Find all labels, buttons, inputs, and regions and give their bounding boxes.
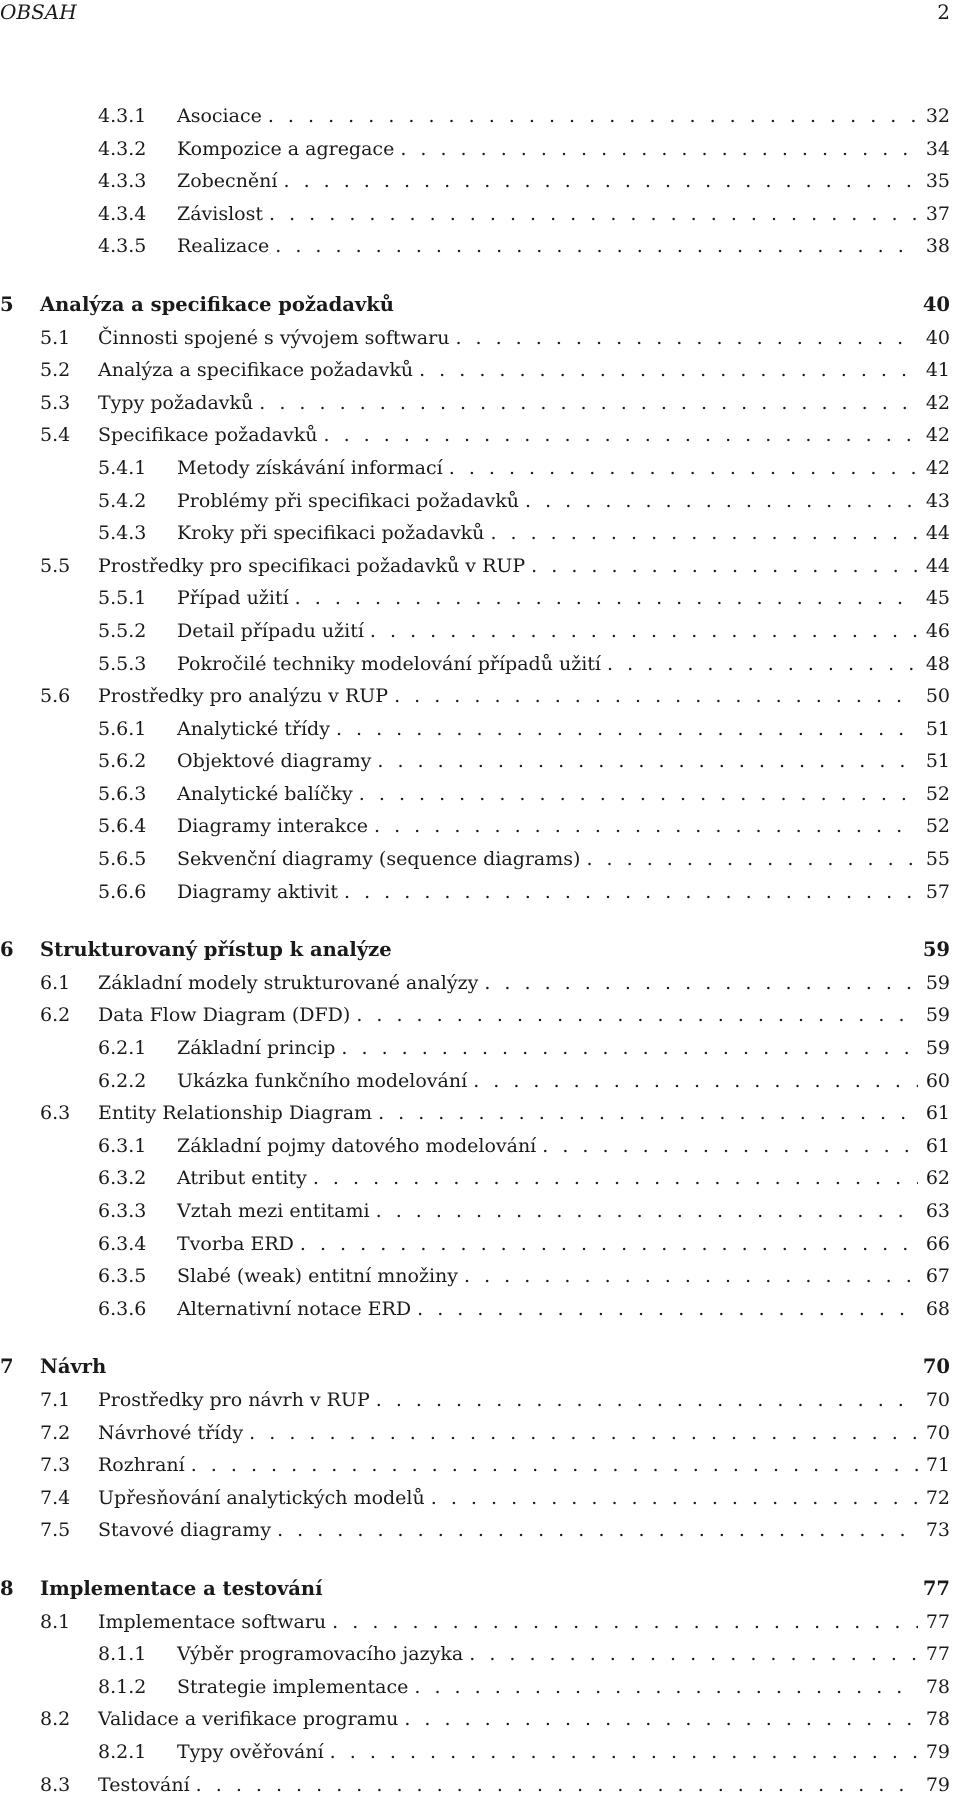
toc-entry-page: 41 (924, 354, 950, 387)
toc-entry-number: 6.2.2 (98, 1065, 177, 1098)
toc-entry-title: Pokročilé techniky modelování případů užití (177, 648, 601, 681)
toc-dot-leader (295, 582, 918, 615)
toc-entry-page: 61 (924, 1097, 950, 1130)
toc-entry-page: 40 (924, 322, 950, 355)
toc-entry-number: 5.6 (40, 680, 98, 713)
toc-entry-number: 6.1 (40, 967, 98, 1000)
toc-entry-title: Výběr programovacího jazyka (177, 1638, 463, 1671)
toc-entry-title: Strukturovaný přístup k analýze (40, 934, 392, 967)
toc-section-entry[interactable] (0, 1769, 960, 1801)
toc-entry-title: Tvorba ERD (177, 1228, 294, 1261)
toc-subsection-entry[interactable] (0, 1260, 960, 1293)
toc-entry-title: Problémy při specifikaci požadavků (177, 485, 519, 518)
toc-entry-number: 8.1.2 (98, 1671, 177, 1704)
toc-subsection-entry[interactable] (0, 133, 960, 166)
toc-entry-title: Upřesňování analytických modelů (98, 1482, 425, 1515)
toc-chapter-entry[interactable] (0, 934, 960, 967)
toc-entry-number: 5.6.5 (98, 843, 177, 876)
toc-dot-leader (268, 100, 918, 133)
running-title: OBSAH (0, 0, 77, 24)
toc-dot-leader (464, 1260, 918, 1293)
toc-entry-number: 5 (0, 289, 40, 322)
toc-entry-number: 6.3.6 (98, 1293, 177, 1326)
toc-dot-leader (531, 550, 918, 583)
toc-entry-page: 43 (924, 485, 950, 518)
toc-dot-leader (378, 1097, 918, 1130)
toc-entry-page: 45 (924, 582, 950, 615)
toc-entry-title: Strategie implementace (177, 1671, 408, 1704)
toc-entry-title: Návrhové třídy (98, 1417, 243, 1450)
toc-entry-page: 77 (924, 1638, 950, 1671)
toc-dot-leader (376, 1384, 918, 1417)
toc-entry-title: Zobecnění (177, 165, 277, 198)
toc-subsection-entry[interactable] (0, 1293, 960, 1326)
toc-entry-title: Asociace (177, 100, 262, 133)
toc-entry-title: Rozhraní (98, 1449, 185, 1482)
toc-entry-page: 59 (924, 967, 950, 1000)
toc-entry-page: 34 (924, 133, 950, 166)
toc-subsection-entry[interactable] (0, 1736, 960, 1769)
toc-dot-leader (249, 1417, 918, 1450)
toc-entry-title: Stavové diagramy (98, 1514, 271, 1547)
toc-entry-number: 8.1 (40, 1606, 98, 1639)
toc-entry-number: 4.3.2 (98, 133, 177, 166)
toc-entry-page: 73 (924, 1514, 950, 1547)
toc-entry-page: 70 (923, 1351, 950, 1384)
toc-entry-page: 68 (924, 1293, 950, 1326)
toc-entry-title: Kroky při specifikaci požadavků (177, 517, 484, 550)
toc-entry-title: Specifikace požadavků (98, 419, 318, 452)
toc-entry-title: Analytické třídy (177, 713, 330, 746)
toc-entry-title: Prostředky pro specifikaci požadavků v RUP (98, 550, 525, 583)
toc-entry-number: 5.2 (40, 354, 98, 387)
toc-section-entry[interactable] (0, 967, 960, 1000)
toc-entry-title: Návrh (40, 1351, 106, 1384)
toc-entry-page: 66 (924, 1228, 950, 1261)
toc-entry-page: 79 (924, 1769, 950, 1801)
toc-dot-leader (344, 876, 918, 909)
toc-section-entry[interactable] (0, 550, 960, 583)
toc-entry-page: 38 (924, 230, 950, 263)
toc-entry-number: 7 (0, 1351, 40, 1384)
toc-subsection-entry[interactable] (0, 198, 960, 231)
toc-subsection-entry[interactable] (0, 1130, 960, 1163)
toc-entry-title: Implementace a testování (40, 1573, 323, 1606)
toc-dot-leader (417, 1293, 918, 1326)
toc-entry-number: 5.1 (40, 322, 98, 355)
toc-entry-page: 77 (924, 1606, 950, 1639)
toc-entry-number: 7.5 (40, 1514, 98, 1547)
toc-section-entry[interactable] (0, 1417, 960, 1450)
toc-entry-page: 52 (924, 778, 950, 811)
toc-entry-page: 62 (924, 1162, 950, 1195)
toc-entry-number: 6.3 (40, 1097, 98, 1130)
toc-dot-leader (336, 713, 918, 746)
toc-entry-title: Alternativní notace ERD (177, 1293, 411, 1326)
toc-subsection-entry[interactable] (0, 810, 960, 843)
toc-entry-number: 6.3.2 (98, 1162, 177, 1195)
toc-subsection-entry[interactable] (0, 165, 960, 198)
toc-entry-page: 50 (924, 680, 950, 713)
toc-section-entry[interactable] (0, 1606, 960, 1639)
toc-entry-title: Implementace softwaru (98, 1606, 326, 1639)
toc-section-entry[interactable] (0, 354, 960, 387)
toc-entry-page: 51 (924, 713, 950, 746)
toc-entry-number: 8.2.1 (98, 1736, 177, 1769)
toc-dot-leader (359, 778, 918, 811)
toc-entry-number: 7.1 (40, 1384, 98, 1417)
toc-dot-leader (269, 198, 918, 231)
toc-entry-number: 6.2.1 (98, 1032, 177, 1065)
toc-dot-leader (414, 1671, 918, 1704)
toc-dot-leader (259, 387, 918, 420)
toc-entry-title: Činnosti spojené s vývojem softwaru (98, 322, 449, 355)
toc-dot-leader (356, 999, 918, 1032)
toc-dot-leader (275, 230, 918, 263)
toc-entry-number: 6.3.1 (98, 1130, 177, 1163)
toc-section-entry[interactable] (0, 1514, 960, 1547)
toc-dot-leader (586, 843, 918, 876)
toc-section-entry[interactable] (0, 1384, 960, 1417)
toc-entry-number: 5.5.3 (98, 648, 177, 681)
toc-entry-title: Vztah mezi entitami (177, 1195, 370, 1228)
toc-entry-page: 67 (924, 1260, 950, 1293)
toc-entry-title: Realizace (177, 230, 269, 263)
toc-entry-number: 5.4.3 (98, 517, 177, 550)
toc-dot-leader (370, 615, 918, 648)
toc-entry-title: Atribut entity (177, 1162, 307, 1195)
toc-subsection-entry[interactable] (0, 485, 960, 518)
toc-entry-title: Případ užití (177, 582, 289, 615)
toc-entry-number: 5.5 (40, 550, 98, 583)
toc-dot-leader (324, 419, 919, 452)
toc-entry-page: 52 (924, 810, 950, 843)
toc-dot-leader (313, 1162, 918, 1195)
toc-entry-number: 5.5.2 (98, 615, 177, 648)
toc-entry-title: Prostředky pro návrh v RUP (98, 1384, 370, 1417)
toc-entry-title: Objektové diagramy (177, 745, 371, 778)
toc-dot-leader (376, 1195, 918, 1228)
toc-section-entry[interactable] (0, 387, 960, 420)
toc-entry-page: 78 (924, 1703, 950, 1736)
toc-entry-number: 8.2 (40, 1703, 98, 1736)
toc-section-entry[interactable] (0, 1449, 960, 1482)
toc-entry-title: Data Flow Diagram (DFD) (98, 999, 350, 1032)
toc-subsection-entry[interactable] (0, 230, 960, 263)
toc-entry-page: 57 (924, 876, 950, 909)
toc-dot-leader (332, 1606, 918, 1639)
toc-subsection-entry[interactable] (0, 1065, 960, 1098)
toc-entry-number: 5.6.3 (98, 778, 177, 811)
toc-entry-number: 4.3.4 (98, 198, 177, 231)
toc-dot-leader (404, 1703, 918, 1736)
toc-entry-title: Detail případu užití (177, 615, 364, 648)
toc-entry-number: 7.2 (40, 1417, 98, 1450)
toc-entry-number: 7.4 (40, 1482, 98, 1515)
toc-entry-number: 7.3 (40, 1449, 98, 1482)
toc-section-entry[interactable] (0, 322, 960, 355)
toc-dot-leader (542, 1130, 918, 1163)
toc-entry-title: Základní modely strukturované analýzy (98, 967, 478, 1000)
toc-entry-page: 44 (924, 550, 950, 583)
toc-entry-page: 42 (924, 387, 950, 420)
toc-entry-number: 6.2 (40, 999, 98, 1032)
toc-subsection-entry[interactable] (0, 1638, 960, 1671)
toc-section-entry[interactable] (0, 1097, 960, 1130)
toc-entry-page: 51 (924, 745, 950, 778)
toc-subsection-entry[interactable] (0, 452, 960, 485)
toc-dot-leader (283, 165, 918, 198)
toc-section-entry[interactable] (0, 680, 960, 713)
page-number: 2 (937, 0, 950, 24)
toc-entry-page: 77 (923, 1573, 950, 1606)
toc-entry-title: Kompozice a agregace (177, 133, 394, 166)
toc-subsection-entry[interactable] (0, 1032, 960, 1065)
toc-dot-leader (419, 354, 918, 387)
toc-entry-number: 5.5.1 (98, 582, 177, 615)
toc-entry-title: Základní pojmy datového modelování (177, 1130, 536, 1163)
toc-entry-title: Základní princip (177, 1032, 335, 1065)
toc-dot-leader (196, 1769, 918, 1801)
toc-section-entry[interactable] (0, 999, 960, 1032)
toc-subsection-entry[interactable] (0, 615, 960, 648)
toc-entry-title: Validace a verifikace programu (98, 1703, 398, 1736)
toc-dot-leader (400, 133, 918, 166)
toc-dot-leader (469, 1638, 918, 1671)
toc-subsection-entry[interactable] (0, 745, 960, 778)
toc-subsection-entry[interactable] (0, 648, 960, 681)
toc-entry-title: Sekvenční diagramy (sequence diagrams) (177, 843, 580, 876)
toc-entry-page: 59 (924, 999, 950, 1032)
toc-dot-leader (394, 680, 918, 713)
toc-dot-leader (455, 322, 918, 355)
toc-entry-title: Typy ověřování (177, 1736, 324, 1769)
toc-entry-number: 8.1.1 (98, 1638, 177, 1671)
toc-entry-number: 6 (0, 934, 40, 967)
toc-entry-page: 55 (924, 843, 950, 876)
toc-entry-page: 46 (924, 615, 950, 648)
page-header (0, 0, 960, 30)
toc-entry-title: Analytické balíčky (177, 778, 353, 811)
toc-entry-title: Testování (98, 1769, 190, 1801)
toc-dot-leader (330, 1736, 918, 1769)
toc-entry-page: 63 (924, 1195, 950, 1228)
toc-chapter-entry[interactable] (0, 1573, 960, 1606)
toc-subsection-entry[interactable] (0, 1228, 960, 1261)
toc-entry-page: 70 (924, 1417, 950, 1450)
toc-dot-leader (431, 1482, 918, 1515)
toc-subsection-entry[interactable] (0, 1671, 960, 1704)
toc-entry-page: 78 (924, 1671, 950, 1704)
toc-dot-leader (473, 1065, 918, 1098)
toc-dot-leader (341, 1032, 918, 1065)
toc-entry-number: 4.3.1 (98, 100, 177, 133)
toc-entry-number: 8 (0, 1573, 40, 1606)
toc-dot-leader (525, 485, 918, 518)
toc-dot-leader (377, 745, 918, 778)
toc-dot-leader (191, 1449, 918, 1482)
toc-entry-page: 59 (923, 934, 950, 967)
toc-dot-leader (374, 810, 918, 843)
toc-entry-title: Ukázka funkčního modelování (177, 1065, 467, 1098)
toc-entry-title: Analýza a specifikace požadavků (40, 289, 394, 322)
toc-subsection-entry[interactable] (0, 1195, 960, 1228)
toc-entry-title: Diagramy interakce (177, 810, 368, 843)
toc-section-entry[interactable] (0, 419, 960, 452)
toc-dot-leader (607, 648, 918, 681)
toc-entry-number: 6.3.5 (98, 1260, 177, 1293)
toc-entry-title: Typy požadavků (98, 387, 253, 420)
toc-entry-page: 60 (924, 1065, 950, 1098)
toc-entry-number: 4.3.3 (98, 165, 177, 198)
toc-entry-number: 4.3.5 (98, 230, 177, 263)
toc-entry-page: 44 (924, 517, 950, 550)
toc-entry-number: 6.3.4 (98, 1228, 177, 1261)
toc-subsection-entry[interactable] (0, 876, 960, 909)
toc-entry-page: 71 (924, 1449, 950, 1482)
toc-entry-title: Metody získávání informací (177, 452, 443, 485)
toc-entry-title: Analýza a specifikace požadavků (98, 354, 413, 387)
toc-subsection-entry[interactable] (0, 1162, 960, 1195)
toc-entry-title: Slabé (weak) entitní množiny (177, 1260, 458, 1293)
toc-entry-number: 5.6.4 (98, 810, 177, 843)
toc-entry-title: Diagramy aktivit (177, 876, 338, 909)
toc-subsection-entry[interactable] (0, 713, 960, 746)
toc-entry-page: 59 (924, 1032, 950, 1065)
toc-entry-number: 5.6.1 (98, 713, 177, 746)
toc-entry-number: 5.4 (40, 419, 98, 452)
toc-dot-leader (300, 1228, 918, 1261)
toc-entry-number: 5.6.6 (98, 876, 177, 909)
toc-subsection-entry[interactable] (0, 582, 960, 615)
toc-entry-page: 35 (924, 165, 950, 198)
toc-entry-number: 6.3.3 (98, 1195, 177, 1228)
toc-section-entry[interactable] (0, 1703, 960, 1736)
toc-entry-title: Závislost (177, 198, 263, 231)
toc-subsection-entry[interactable] (0, 843, 960, 876)
toc-chapter-entry[interactable] (0, 289, 960, 322)
toc-dot-leader (490, 517, 918, 550)
toc-entry-page: 42 (924, 419, 950, 452)
toc-entry-number: 5.4.1 (98, 452, 177, 485)
toc-entry-page: 48 (924, 648, 950, 681)
toc-entry-page: 61 (924, 1130, 950, 1163)
toc-entry-page: 32 (924, 100, 950, 133)
toc-entry-number: 8.3 (40, 1769, 98, 1801)
toc-entry-page: 72 (924, 1482, 950, 1515)
toc-dot-leader (449, 452, 918, 485)
toc-entry-page: 40 (923, 289, 950, 322)
toc-dot-leader (277, 1514, 918, 1547)
toc-subsection-entry[interactable] (0, 517, 960, 550)
toc-entry-page: 42 (924, 452, 950, 485)
table-of-contents (0, 100, 960, 1801)
toc-entry-number: 5.4.2 (98, 485, 177, 518)
toc-entry-page: 79 (924, 1736, 950, 1769)
toc-entry-number: 5.3 (40, 387, 98, 420)
toc-section-entry[interactable] (0, 1482, 960, 1515)
toc-entry-page: 37 (924, 198, 950, 231)
toc-entry-title: Entity Relationship Diagram (98, 1097, 372, 1130)
toc-dot-leader (484, 967, 918, 1000)
toc-subsection-entry[interactable] (0, 100, 960, 133)
toc-entry-number: 5.6.2 (98, 745, 177, 778)
toc-entry-page: 70 (924, 1384, 950, 1417)
toc-entry-title: Prostředky pro analýzu v RUP (98, 680, 388, 713)
toc-chapter-entry[interactable] (0, 1351, 960, 1384)
toc-subsection-entry[interactable] (0, 778, 960, 811)
